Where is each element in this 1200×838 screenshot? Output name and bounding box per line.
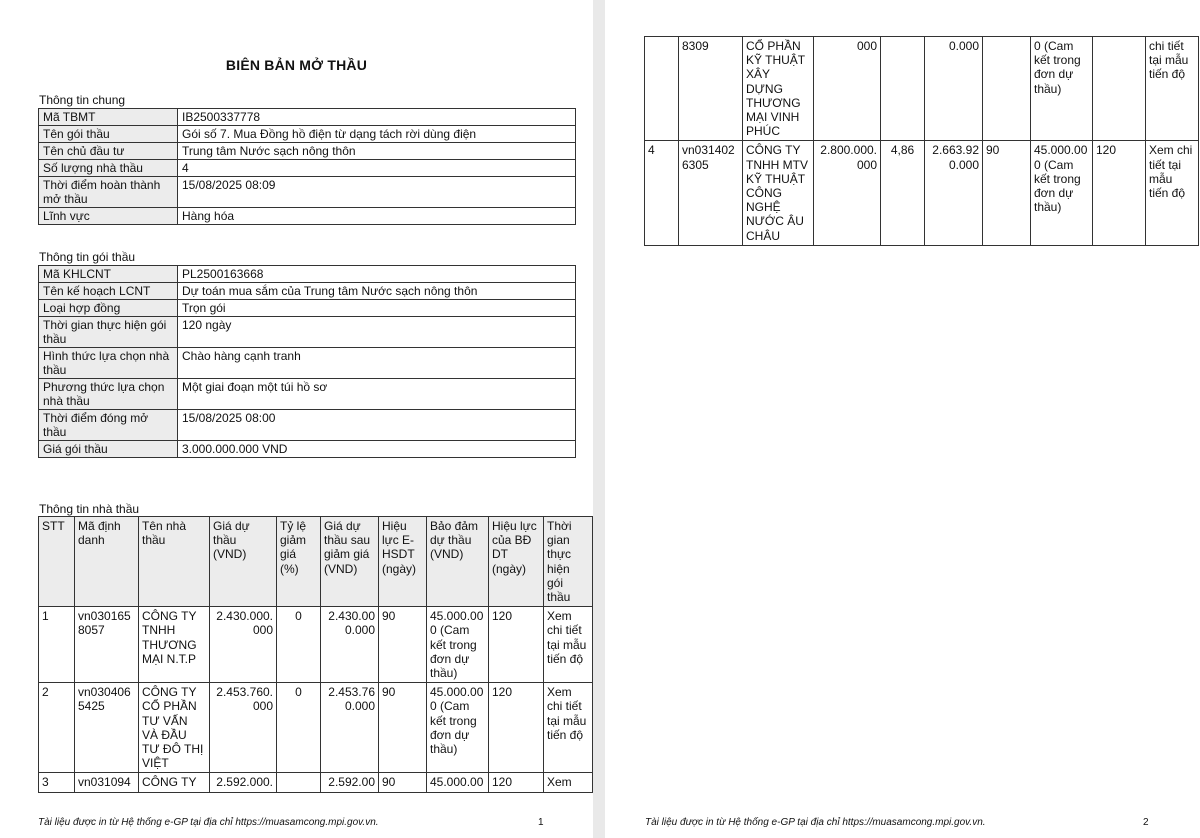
schedule-cell: Xem [544,773,593,792]
bidder-row [645,141,1199,245]
general-info-row [39,109,576,126]
guarantee-validity-cell [1093,37,1146,141]
bid-price-cell: 2.592.000. [210,773,277,792]
bidder-name-cell: CÔNG TY TNHH THƯƠNG MẠI N.T.P [139,607,210,683]
bidders-column-header: Thời gian thực hiện gói thầu [544,517,593,607]
general-info-label: Lĩnh vực [39,208,178,225]
document-page-2 [605,0,1200,838]
bid-price-cell: 000 [814,37,881,141]
schedule-cell: Xem chi tiết tại mẫu tiến độ [544,607,593,683]
document-title: BIÊN BẢN MỞ THẦU [225,57,368,73]
bidders-column-header: Mã định danh [75,517,139,607]
bidder-name-cell: CỔ PHẦN KỸ THUẬT XÂY DỰNG THƯƠNG MẠI VINH PHÚC [743,37,814,141]
package-info-value: Một giai đoạn một túi hồ sơ [178,379,576,410]
package-info-row [39,266,576,283]
page-number: 2 [1143,817,1149,828]
bidders-table [38,516,593,793]
package-info-row [39,348,576,379]
bidder-id-cell: vn0301658057 [75,607,139,683]
guarantee-cell: 45.000.00 [427,773,489,792]
guarantee-validity-cell: 120 [489,683,544,773]
price-after-discount-cell: 2.430.000.000 [321,607,379,683]
bidders-column-header: Giá dự thầu (VND) [210,517,277,607]
package-info-heading: Thông tin gói thầu [39,250,136,264]
validity-cell [983,37,1031,141]
general-info-label: Mã TBMT [39,109,178,126]
stt-cell: 1 [39,607,75,683]
discount-cell: 0 [277,607,321,683]
bidders-column-header: Tên nhà thầu [139,517,210,607]
bidder-row [645,37,1199,141]
bid-price-cell: 2.430.000.000 [210,607,277,683]
general-info-value: Hàng hóa [178,208,576,225]
general-info-label: Số lượng nhà thầu [39,160,178,177]
package-info-value: 15/08/2025 08:00 [178,410,576,441]
stt-cell: 2 [39,683,75,773]
bidders-table-continued [644,36,1199,246]
bidders-column-header: Hiệu lực của BĐ DT (ngày) [489,517,544,607]
package-info-value: 3.000.000.000 VND [178,441,576,458]
bidder-name-cell: CÔNG TY [139,773,210,792]
package-info-row [39,410,576,441]
document-page-1 [0,0,593,838]
general-info-row [39,126,576,143]
guarantee-validity-cell: 120 [489,773,544,792]
guarantee-validity-cell: 120 [489,607,544,683]
bidders-info-heading: Thông tin nhà thầu [39,502,140,516]
bidders-column-header: Hiệu lực E-HSDT (ngày) [379,517,427,607]
validity-cell: 90 [983,141,1031,245]
bidder-row [39,773,593,792]
discount-cell: 0 [277,683,321,773]
package-info-row [39,441,576,458]
bidder-id-cell: vn0304065425 [75,683,139,773]
discount-cell: 4,86 [881,141,925,245]
package-info-label: Hình thức lựa chọn nhà thầu [39,348,178,379]
general-info-value: Trung tâm Nước sạch nông thôn [178,143,576,160]
bidder-row [39,607,593,683]
guarantee-cell: 45.000.000 (Cam kết trong đơn dự thầu) [1031,141,1093,245]
package-info-value: PL2500163668 [178,266,576,283]
package-info-value: Dự toán mua sắm của Trung tâm Nước sạch nông thôn [178,283,576,300]
bidder-name-cell: CÔNG TY TNHH MTV KỸ THUẬT CÔNG NGHỆ NƯỚC ÂU CHÂU [743,141,814,245]
package-info-row [39,317,576,348]
validity-cell: 90 [379,683,427,773]
general-info-row [39,143,576,160]
package-info-label: Mã KHLCNT [39,266,178,283]
bidder-name-cell: CÔNG TY CỔ PHẦN TƯ VẤN VÀ ĐẦU TƯ ĐÔ THỊ VIỆT [139,683,210,773]
price-after-discount-cell: 2.453.760.000 [321,683,379,773]
page-footer: Tài liệu được in từ Hệ thống e-GP tại địa chỉ https://muasamcong.mpi.gov.vn. [38,817,379,828]
package-info-value: Trọn gói [178,300,576,317]
general-info-label: Tên gói thầu [39,126,178,143]
package-info-table [38,265,576,458]
general-info-value: 15/08/2025 08:09 [178,177,576,208]
bidders-column-header: Giá dự thầu sau giảm giá (VND) [321,517,379,607]
validity-cell: 90 [379,773,427,792]
package-info-label: Giá gói thầu [39,441,178,458]
bidder-id-cell: vn031094 [75,773,139,792]
bidder-id-cell: 8309 [679,37,743,141]
general-info-value: IB2500337778 [178,109,576,126]
stt-cell [645,37,679,141]
bid-price-cell: 2.453.760.000 [210,683,277,773]
stt-cell: 3 [39,773,75,792]
bidders-column-header: Tỷ lệ giảm giá (%) [277,517,321,607]
package-info-label: Phương thức lựa chọn nhà thầu [39,379,178,410]
stt-cell: 4 [645,141,679,245]
package-info-label: Loại hợp đồng [39,300,178,317]
bidders-column-header: STT [39,517,75,607]
price-after-discount-cell: 2.592.00 [321,773,379,792]
guarantee-cell: 45.000.000 (Cam kết trong đơn dự thầu) [427,607,489,683]
bidder-row [39,683,593,773]
general-info-row [39,177,576,208]
validity-cell: 90 [379,607,427,683]
general-info-heading: Thông tin chung [39,93,126,107]
schedule-cell: chi tiết tại mẫu tiến độ [1146,37,1199,141]
package-info-label: Thời điểm đóng mở thầu [39,410,178,441]
package-info-row [39,379,576,410]
package-info-label: Thời gian thực hiện gói thầu [39,317,178,348]
page-number: 1 [538,817,544,828]
general-info-row [39,160,576,177]
guarantee-validity-cell: 120 [1093,141,1146,245]
general-info-table [38,108,576,225]
bidders-column-header: Bảo đảm dự thầu (VND) [427,517,489,607]
package-info-value: Chào hàng cạnh tranh [178,348,576,379]
price-after-discount-cell: 2.663.920.000 [925,141,983,245]
guarantee-cell: 45.000.000 (Cam kết trong đơn dự thầu) [427,683,489,773]
discount-cell [881,37,925,141]
bidder-id-cell: vn0314026305 [679,141,743,245]
general-info-value: Gói số 7. Mua Đồng hồ điện từ dạng tách rời dùng điện [178,126,576,143]
discount-cell [277,773,321,792]
package-info-label: Tên kế hoạch LCNT [39,283,178,300]
schedule-cell: Xem chi tiết tại mẫu tiến độ [1146,141,1199,245]
price-after-discount-cell: 0.000 [925,37,983,141]
package-info-value: 120 ngày [178,317,576,348]
bid-price-cell: 2.800.000.000 [814,141,881,245]
package-info-row [39,283,576,300]
general-info-value: 4 [178,160,576,177]
schedule-cell: Xem chi tiết tại mẫu tiến độ [544,683,593,773]
general-info-label: Tên chủ đầu tư [39,143,178,160]
general-info-label: Thời điểm hoàn thành mở thầu [39,177,178,208]
guarantee-cell: 0 (Cam kết trong đơn dự thầu) [1031,37,1093,141]
page-footer: Tài liệu được in từ Hệ thống e-GP tại địa chỉ https://muasamcong.mpi.gov.vn. [645,817,986,828]
general-info-row [39,208,576,225]
package-info-row [39,300,576,317]
